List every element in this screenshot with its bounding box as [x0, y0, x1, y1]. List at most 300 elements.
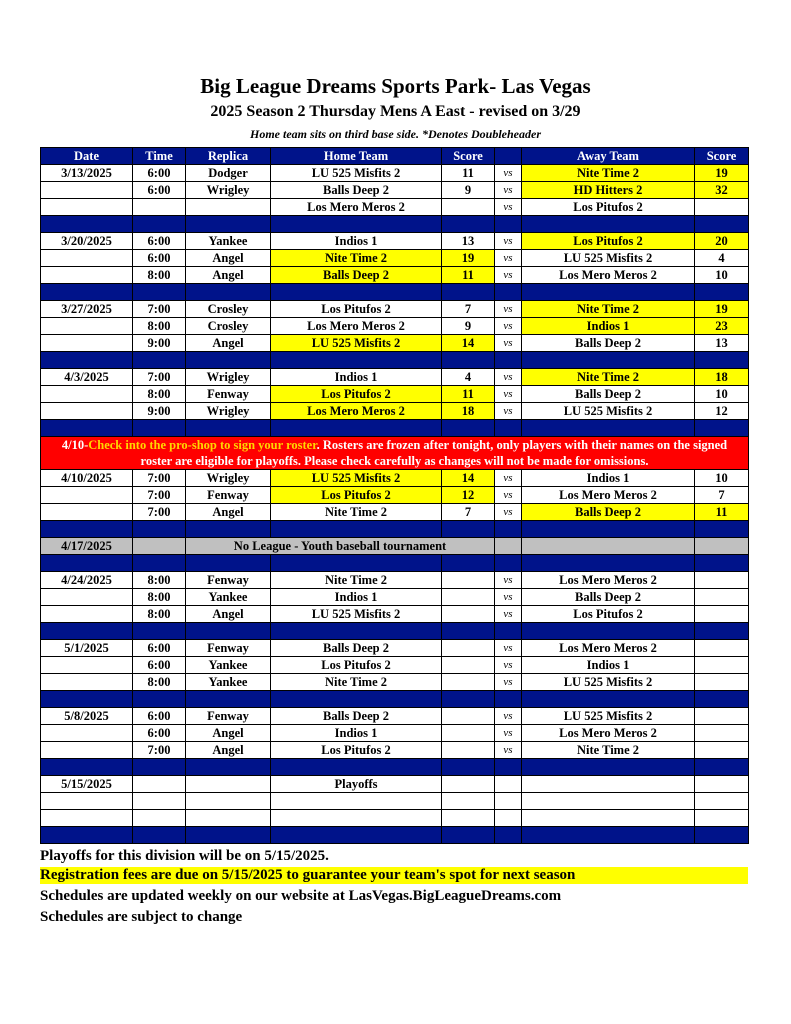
separator-cell [522, 691, 695, 708]
away-team [522, 538, 695, 555]
away-team: Los Pitufos 2 [522, 233, 695, 250]
home-score [442, 776, 495, 793]
home-team: Nite Time 2 [271, 250, 442, 267]
vs: vs [495, 572, 522, 589]
home-team-note: Home team sits on third base side. *Denotes Doubleheader [250, 127, 541, 141]
date [41, 606, 133, 623]
away-team: Nite Time 2 [522, 369, 695, 386]
home-team: Balls Deep 2 [271, 267, 442, 284]
separator-cell [695, 521, 749, 538]
away-score [695, 793, 749, 810]
notice-part: . Rosters are frozen after tonight, only players with their names on the signed roster are eligible for playoffs. Please check carefully as changes will not be made for omissions. [140, 438, 728, 468]
home-team: Playoffs [271, 776, 442, 793]
vs [495, 793, 522, 810]
away-team: Los Pitufos 2 [522, 199, 695, 216]
home-score: 14 [442, 470, 495, 487]
separator-cell [133, 691, 186, 708]
game-row [41, 810, 749, 827]
away-team [522, 810, 695, 827]
separator-row [41, 555, 749, 572]
separator-cell [442, 759, 495, 776]
away-team: LU 525 Misfits 2 [522, 708, 695, 725]
away-team: Balls Deep 2 [522, 335, 695, 352]
separator-cell [41, 521, 133, 538]
home-score [442, 742, 495, 759]
away-team: Balls Deep 2 [522, 504, 695, 521]
vs: vs [495, 267, 522, 284]
replica: Fenway [186, 708, 271, 725]
date [41, 487, 133, 504]
away-team: Los Mero Meros 2 [522, 572, 695, 589]
replica: Angel [186, 742, 271, 759]
game-row [41, 165, 749, 182]
separator-row [41, 691, 749, 708]
game-row [41, 674, 749, 691]
date: 4/10/2025 [41, 470, 133, 487]
replica: Wrigley [186, 403, 271, 420]
separator-cell [495, 555, 522, 572]
replica: Angel [186, 504, 271, 521]
no-league-row [41, 538, 749, 555]
table-header [41, 148, 749, 165]
away-score: 19 [695, 301, 749, 318]
separator-cell [442, 555, 495, 572]
home-team: Indios 1 [271, 233, 442, 250]
home-score [442, 589, 495, 606]
separator-cell [522, 521, 695, 538]
away-score: 19 [695, 165, 749, 182]
away-score [695, 742, 749, 759]
home-score [442, 793, 495, 810]
separator-cell [41, 352, 133, 369]
replica [186, 199, 271, 216]
vs: vs [495, 182, 522, 199]
game-row [41, 182, 749, 199]
replica: Angel [186, 335, 271, 352]
vs: vs [495, 742, 522, 759]
home-score: 7 [442, 504, 495, 521]
separator-cell [133, 420, 186, 437]
separator-cell [442, 420, 495, 437]
away-team: Indios 1 [522, 318, 695, 335]
separator-cell [495, 352, 522, 369]
separator-cell [133, 284, 186, 301]
away-score: 10 [695, 470, 749, 487]
away-score [695, 589, 749, 606]
replica [186, 810, 271, 827]
game-row [41, 708, 749, 725]
game-row [41, 776, 749, 793]
away-score [695, 538, 749, 555]
away-score [695, 776, 749, 793]
time: 7:00 [133, 504, 186, 521]
date [41, 589, 133, 606]
game-row [41, 742, 749, 759]
away-score [695, 572, 749, 589]
separator-cell [186, 555, 271, 572]
separator-cell [186, 352, 271, 369]
separator-cell [186, 759, 271, 776]
game-row [41, 386, 749, 403]
game-row [41, 606, 749, 623]
vs: vs [495, 335, 522, 352]
separator-cell [186, 827, 271, 844]
game-row [41, 301, 749, 318]
away-score [695, 606, 749, 623]
roster-notice-text [41, 437, 749, 470]
date: 4/3/2025 [41, 369, 133, 386]
home-team: Balls Deep 2 [271, 708, 442, 725]
home-score: 19 [442, 250, 495, 267]
separator-cell [695, 555, 749, 572]
game-row [41, 487, 749, 504]
vs [495, 810, 522, 827]
time: 6:00 [133, 657, 186, 674]
date [41, 250, 133, 267]
game-row [41, 470, 749, 487]
header-home-score: Score [442, 148, 495, 165]
vs: vs [495, 318, 522, 335]
home-team: Los Pitufos 2 [271, 386, 442, 403]
replica: Angel [186, 725, 271, 742]
separator-cell [133, 352, 186, 369]
vs: vs [495, 386, 522, 403]
separator-cell [186, 216, 271, 233]
separator-cell [522, 623, 695, 640]
game-row [41, 793, 749, 810]
separator-cell [133, 216, 186, 233]
date: 5/8/2025 [41, 708, 133, 725]
away-team [522, 776, 695, 793]
time [133, 810, 186, 827]
separator-cell [695, 284, 749, 301]
home-team: LU 525 Misfits 2 [271, 470, 442, 487]
game-row [41, 199, 749, 216]
separator-cell [271, 623, 442, 640]
home-score [442, 199, 495, 216]
separator-cell [442, 827, 495, 844]
time: 7:00 [133, 470, 186, 487]
separator-cell [133, 555, 186, 572]
home-score: 7 [442, 301, 495, 318]
replica: Crosley [186, 301, 271, 318]
away-score [695, 640, 749, 657]
separator-row [41, 284, 749, 301]
date: 5/1/2025 [41, 640, 133, 657]
separator-cell [522, 216, 695, 233]
header-date: Date [41, 148, 133, 165]
schedule-table [40, 147, 749, 844]
game-row [41, 589, 749, 606]
separator-row [41, 352, 749, 369]
home-team: Los Mero Meros 2 [271, 403, 442, 420]
separator-cell [495, 420, 522, 437]
date [41, 674, 133, 691]
separator-cell [271, 691, 442, 708]
home-team: Nite Time 2 [271, 674, 442, 691]
away-team: Balls Deep 2 [522, 589, 695, 606]
header-replica: Replica [186, 148, 271, 165]
replica [186, 776, 271, 793]
header-away-team: Away Team [522, 148, 695, 165]
home-team: Indios 1 [271, 589, 442, 606]
vs: vs [495, 708, 522, 725]
date: 4/17/2025 [41, 538, 133, 555]
away-team: LU 525 Misfits 2 [522, 403, 695, 420]
away-team: Los Mero Meros 2 [522, 487, 695, 504]
separator-cell [695, 623, 749, 640]
away-score [695, 708, 749, 725]
time: 6:00 [133, 182, 186, 199]
separator-cell [695, 691, 749, 708]
time: 6:00 [133, 640, 186, 657]
home-team: Balls Deep 2 [271, 640, 442, 657]
away-score: 7 [695, 487, 749, 504]
separator-cell [133, 623, 186, 640]
home-team: Los Pitufos 2 [271, 487, 442, 504]
home-score: 9 [442, 318, 495, 335]
header-vs [495, 148, 522, 165]
separator-cell [442, 521, 495, 538]
game-row [41, 335, 749, 352]
page-title: Big League Dreams Sports Park- Las Vegas [200, 74, 591, 98]
home-score [442, 810, 495, 827]
separator-row [41, 827, 749, 844]
separator-cell [186, 420, 271, 437]
home-score: 13 [442, 233, 495, 250]
away-team: Los Mero Meros 2 [522, 640, 695, 657]
replica: Fenway [186, 640, 271, 657]
separator-cell [41, 284, 133, 301]
separator-cell [522, 827, 695, 844]
time: 6:00 [133, 233, 186, 250]
separator-cell [41, 555, 133, 572]
replica: Dodger [186, 165, 271, 182]
away-team: Los Mero Meros 2 [522, 267, 695, 284]
separator-cell [495, 759, 522, 776]
time: 6:00 [133, 165, 186, 182]
vs: vs [495, 250, 522, 267]
date [41, 657, 133, 674]
time: 8:00 [133, 318, 186, 335]
away-score: 23 [695, 318, 749, 335]
date [41, 504, 133, 521]
separator-cell [695, 216, 749, 233]
date: 4/24/2025 [41, 572, 133, 589]
home-score [442, 606, 495, 623]
replica: Fenway [186, 572, 271, 589]
separator-cell [133, 827, 186, 844]
home-team: LU 525 Misfits 2 [271, 165, 442, 182]
away-score [695, 725, 749, 742]
away-score: 10 [695, 267, 749, 284]
replica: Yankee [186, 674, 271, 691]
no-league-text: No League - Youth baseball tournament [186, 538, 495, 555]
separator-cell [41, 216, 133, 233]
home-score: 11 [442, 267, 495, 284]
footer-website: Schedules are updated weekly on our website at LasVegas.BigLeagueDreams.com [40, 888, 562, 904]
home-score: 12 [442, 487, 495, 504]
separator-cell [495, 216, 522, 233]
game-row [41, 250, 749, 267]
away-team [522, 793, 695, 810]
separator-cell [41, 420, 133, 437]
away-team: LU 525 Misfits 2 [522, 674, 695, 691]
vs: vs [495, 640, 522, 657]
separator-cell [186, 284, 271, 301]
game-row [41, 640, 749, 657]
home-team: Los Mero Meros 2 [271, 318, 442, 335]
vs [495, 538, 522, 555]
away-team: Indios 1 [522, 470, 695, 487]
vs: vs [495, 504, 522, 521]
away-team: HD Hitters 2 [522, 182, 695, 199]
away-score: 18 [695, 369, 749, 386]
away-score [695, 810, 749, 827]
game-row [41, 318, 749, 335]
separator-cell [695, 827, 749, 844]
home-team: Balls Deep 2 [271, 182, 442, 199]
home-team [271, 793, 442, 810]
date [41, 318, 133, 335]
separator-cell [442, 691, 495, 708]
separator-row [41, 420, 749, 437]
home-team: Nite Time 2 [271, 572, 442, 589]
home-score [442, 708, 495, 725]
separator-cell [271, 216, 442, 233]
notice-part: Check into the pro-shop to sign your roster [88, 438, 317, 452]
replica: Wrigley [186, 369, 271, 386]
time: 8:00 [133, 589, 186, 606]
separator-cell [41, 827, 133, 844]
separator-cell [133, 521, 186, 538]
away-team: Los Pitufos 2 [522, 606, 695, 623]
date [41, 742, 133, 759]
page-subtitle: 2025 Season 2 Thursday Mens A East - revised on 3/29 [210, 103, 581, 120]
replica: Fenway [186, 487, 271, 504]
separator-cell [495, 623, 522, 640]
replica [186, 793, 271, 810]
vs: vs [495, 589, 522, 606]
separator-cell [442, 623, 495, 640]
home-score: 9 [442, 182, 495, 199]
date [41, 182, 133, 199]
away-score: 32 [695, 182, 749, 199]
game-row [41, 267, 749, 284]
separator-cell [271, 420, 442, 437]
header-home-team: Home Team [271, 148, 442, 165]
vs [495, 776, 522, 793]
time: 9:00 [133, 335, 186, 352]
away-score: 11 [695, 504, 749, 521]
separator-cell [271, 759, 442, 776]
home-score [442, 725, 495, 742]
away-score [695, 199, 749, 216]
away-score: 12 [695, 403, 749, 420]
time: 7:00 [133, 487, 186, 504]
date [41, 335, 133, 352]
separator-cell [522, 420, 695, 437]
time: 7:00 [133, 301, 186, 318]
game-row [41, 572, 749, 589]
game-row [41, 504, 749, 521]
replica: Angel [186, 606, 271, 623]
time: 9:00 [133, 403, 186, 420]
separator-cell [186, 691, 271, 708]
home-team: Nite Time 2 [271, 504, 442, 521]
separator-cell [41, 759, 133, 776]
separator-cell [522, 759, 695, 776]
vs: vs [495, 606, 522, 623]
time [133, 793, 186, 810]
date: 5/15/2025 [41, 776, 133, 793]
away-team: Balls Deep 2 [522, 386, 695, 403]
notice-part: 4/10- [61, 438, 89, 452]
separator-cell [186, 521, 271, 538]
separator-cell [442, 216, 495, 233]
separator-cell [41, 623, 133, 640]
time: 7:00 [133, 369, 186, 386]
home-score: 4 [442, 369, 495, 386]
home-score: 14 [442, 335, 495, 352]
date: 3/20/2025 [41, 233, 133, 250]
time: 6:00 [133, 708, 186, 725]
time: 8:00 [133, 674, 186, 691]
separator-cell [495, 827, 522, 844]
home-team: LU 525 Misfits 2 [271, 335, 442, 352]
replica: Fenway [186, 386, 271, 403]
header-time: Time [133, 148, 186, 165]
vs: vs [495, 470, 522, 487]
replica: Yankee [186, 657, 271, 674]
home-team [271, 810, 442, 827]
home-score: 11 [442, 165, 495, 182]
roster-notice [41, 437, 749, 470]
date [41, 386, 133, 403]
separator-cell [695, 420, 749, 437]
game-row [41, 369, 749, 386]
home-team: Los Mero Meros 2 [271, 199, 442, 216]
home-score [442, 572, 495, 589]
separator-row [41, 759, 749, 776]
replica: Yankee [186, 233, 271, 250]
vs: vs [495, 199, 522, 216]
time [133, 199, 186, 216]
footer-subject-to-change: Schedules are subject to change [40, 909, 243, 925]
separator-cell [695, 352, 749, 369]
game-row [41, 725, 749, 742]
vs: vs [495, 657, 522, 674]
date [41, 725, 133, 742]
separator-cell [271, 352, 442, 369]
footer-registration: Registration fees are due on 5/15/2025 to guarantee your team's spot for next season [40, 867, 748, 884]
replica: Yankee [186, 589, 271, 606]
separator-cell [271, 521, 442, 538]
home-team: Indios 1 [271, 725, 442, 742]
separator-cell [495, 521, 522, 538]
separator-cell [271, 284, 442, 301]
separator-cell [186, 623, 271, 640]
separator-cell [522, 284, 695, 301]
away-score: 4 [695, 250, 749, 267]
away-score: 20 [695, 233, 749, 250]
game-row [41, 657, 749, 674]
away-team: LU 525 Misfits 2 [522, 250, 695, 267]
away-team: Nite Time 2 [522, 742, 695, 759]
away-team: Indios 1 [522, 657, 695, 674]
time: 6:00 [133, 725, 186, 742]
away-score: 13 [695, 335, 749, 352]
